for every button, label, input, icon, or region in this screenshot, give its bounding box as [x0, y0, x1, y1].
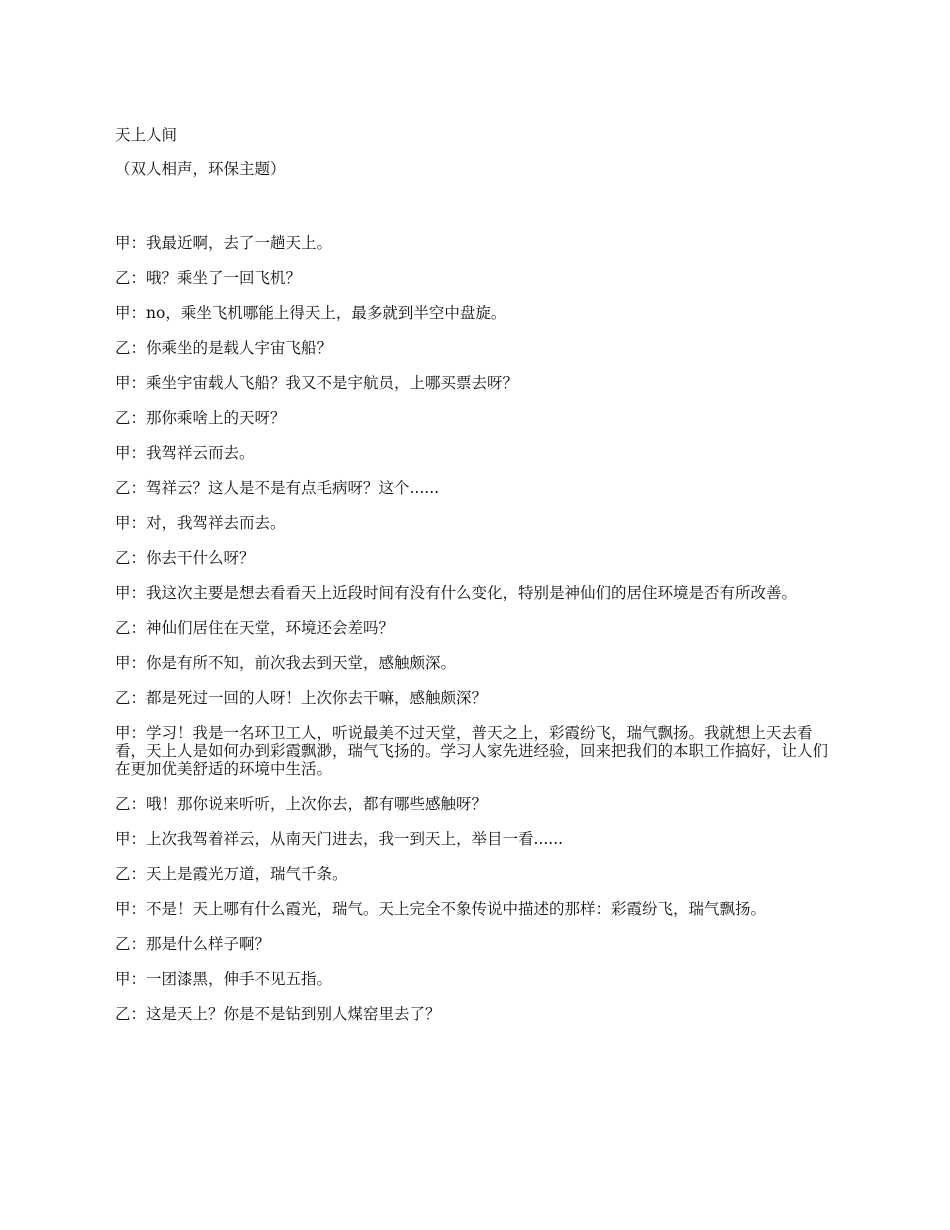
- dialogue-line: 甲：我驾祥云而去。: [115, 444, 255, 462]
- document-title: 天上人间: [115, 126, 178, 144]
- dialogue-line: 乙：这是天上？你是不是钻到别人煤窑里去了？: [115, 1005, 441, 1023]
- dialogue-line: 甲：no，乘坐飞机哪能上得天上，最多就到半空中盘旋。: [115, 304, 507, 322]
- dialogue-line: 乙：神仙们居住在天堂，环境还会差吗？: [115, 619, 395, 637]
- dialogue-line: 甲：乘坐宇宙载人飞船？我又不是宇航员，上哪买票去呀？: [115, 374, 519, 392]
- dialogue-line: 甲：对，我驾祥去而去。: [115, 514, 286, 532]
- dialogue-line: 甲：不是！天上哪有什么霞光，瑞气。天上完全不象传说中描述的那样：彩霞纷飞，瑞气飘扬。: [115, 900, 767, 918]
- document-subtitle: （双人相声，环保主题）: [115, 160, 286, 178]
- dialogue-line: 甲：我最近啊，去了一趟天上。: [115, 234, 333, 252]
- dialogue-line: 甲：上次我驾着祥云，从南天门进去，我一到天上，举目一看......: [115, 830, 564, 848]
- dialogue-line: 乙：都是死过一回的人呀！上次你去干嘛，感触颇深？: [115, 689, 488, 707]
- dialogue-line: 乙：哦？乘坐了一回飞机？: [115, 269, 302, 287]
- dialogue-line: 乙：天上是霞光万道，瑞气千条。: [115, 865, 348, 883]
- dialogue-line: 甲：一团漆黑，伸手不见五指。: [115, 970, 333, 988]
- dialogue-line: 甲：你是有所不知，前次我去到天堂，感触颇深。: [115, 654, 457, 672]
- document-page: [115, 126, 840, 1040]
- dialogue-line: 乙：那你乘啥上的天呀？: [115, 409, 286, 427]
- dialogue-line: 乙：你去干什么呀？: [115, 549, 255, 567]
- dialogue-line: 乙：你乘坐的是载人宇宙飞船？: [115, 339, 333, 357]
- dialogue-line: 乙：哦！那你说来听听，上次你去，都有哪些感触呀？: [115, 795, 488, 813]
- dialogue-line: 乙：驾祥云？这人是不是有点毛病呀？这个......: [115, 479, 440, 497]
- dialogue-line: 甲：学习！我是一名环卫工人，听说最美不过天堂，普天之上，彩霞纷飞，瑞气飘扬。我就想上天去看看，天上人是如何办到彩霞飘渺，瑞气飞扬的。学习人家先进经验，回来把我们的本职工作搞好，让人们在更加优美舒适的环境中生活。: [115, 724, 829, 778]
- dialogue-line: 甲：我这次主要是想去看看天上近段时间有没有什么变化，特别是神仙们的居住环境是否有所改善。: [115, 584, 798, 602]
- dialogue-line: 乙：那是什么样子啊？: [115, 935, 271, 953]
